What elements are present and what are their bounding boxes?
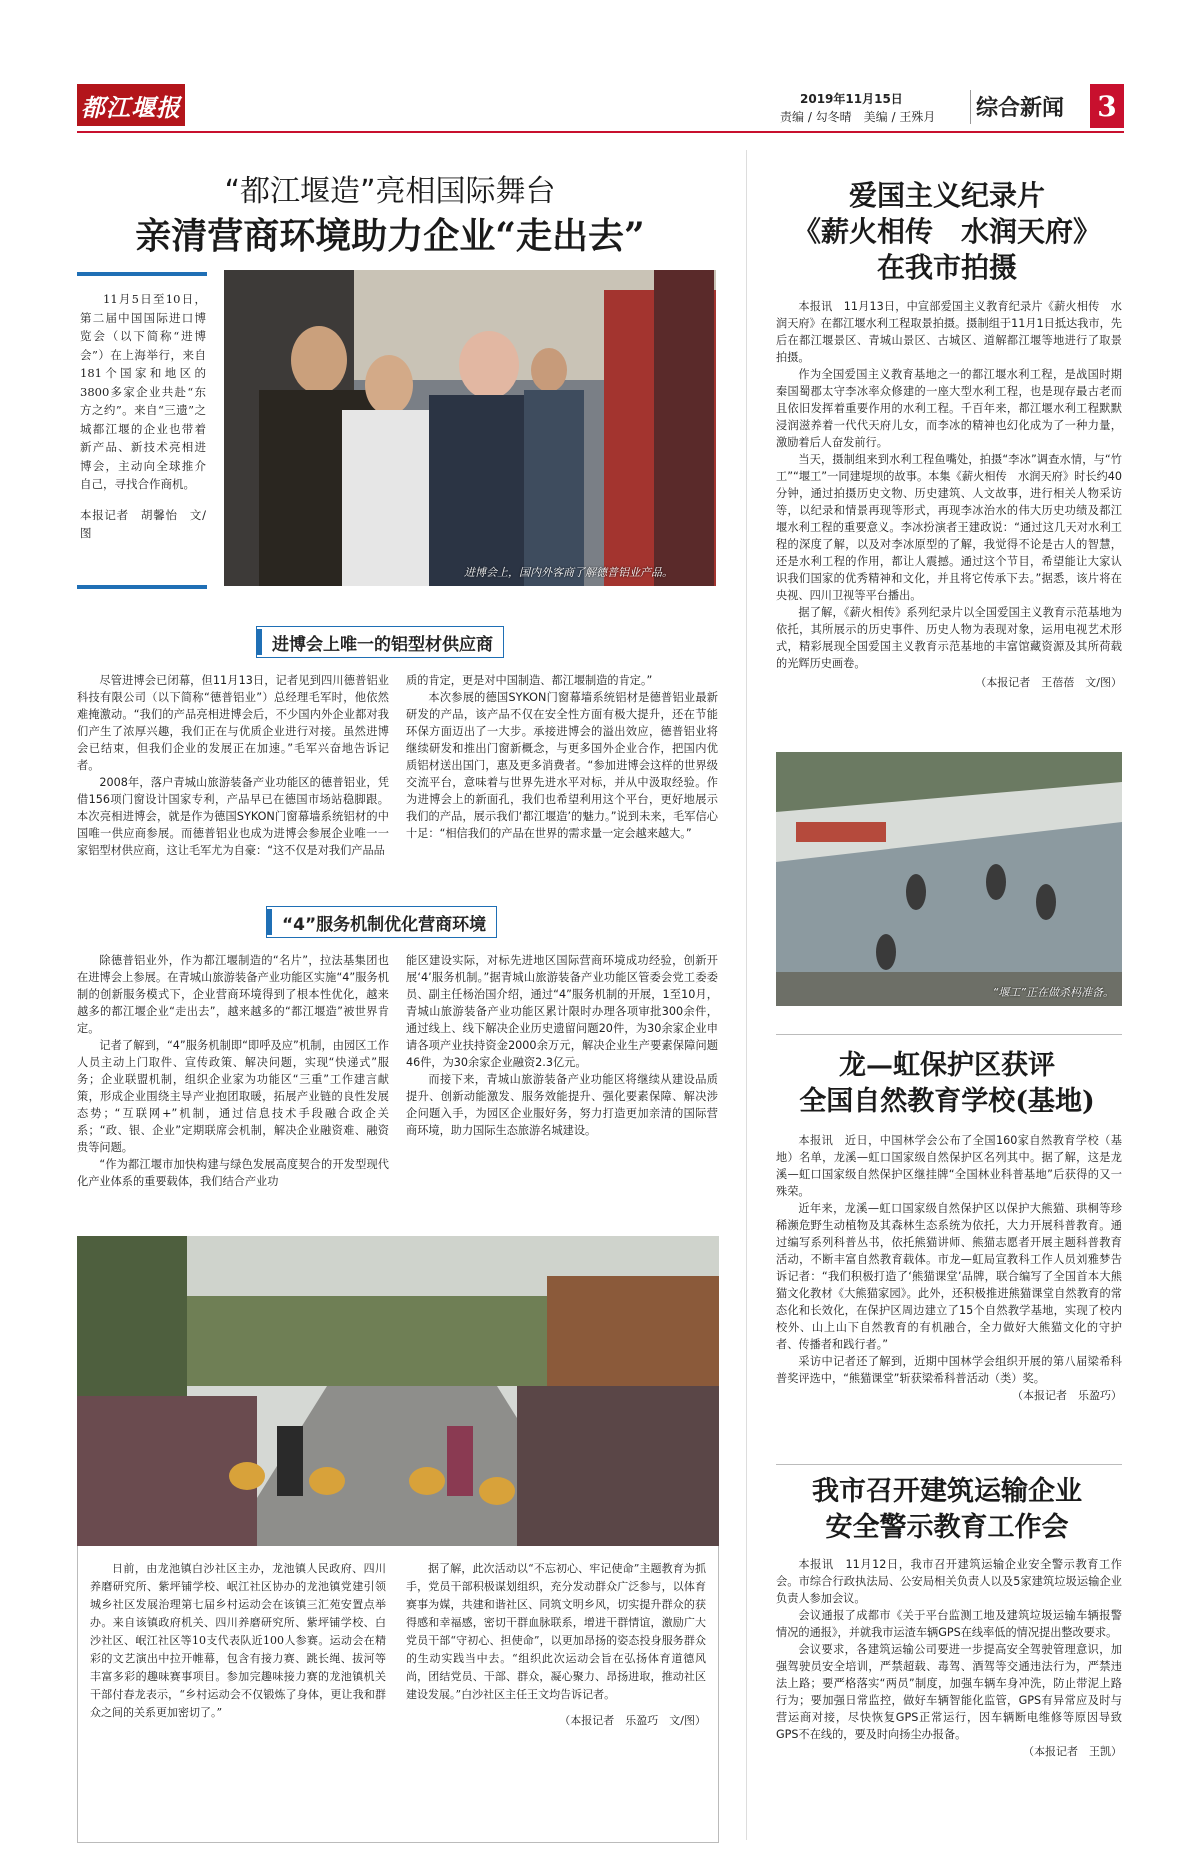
intro-text: 11月5日至10日，第二届中国国际进口博览会（以下简称“进博会”）在上海举行，来自181个国家和地区的3800多家企业共赴“东方之约”。来自“三遗”之城都江堰的企业也带着新产品、新技术亮相进博会，主动向全球推介自己，寻找合作商机。 [80,292,206,491]
a2-p2: 近年来，龙溪—虹口国家级自然保护区以保护大熊猫、珙桐等珍稀濒危野生动植物及其森林生态系统为依托，大力开展科普教育。通过编写系列科普丛书，依托熊猫讲师、熊猫志愿者开展主题科普教育活动，不断丰富自然教育载体。市龙—虹局宣教科工作人员刘雅梦告诉记者：“我们积极打造了‘熊猫课堂’品牌，联合编写了全国首本大熊猫文化教材《大熊猫家园》。此外，还积极推进熊猫课堂自然教育的常态化和长效化，在保护区周边建立了15个自然教学基地，实现了校内校外、山上山下自然教育的有机融合，全力做好大熊猫文化的守护者、传播者和践行者。” [776,1202,1122,1351]
subhead-1 [256,626,504,658]
expo-photo [224,270,716,586]
a1-body [776,298,1122,690]
a3-byline: （本报记者 王凯） [1023,1745,1122,1758]
sports-byline: （本报记者 乐盈巧 文/图） [559,1714,706,1727]
a3-headline-l1: 我市召开建筑运输企业 [812,1476,1082,1507]
sports-box-border [77,1546,719,1843]
a3-headline-l2: 安全警示教育工作会 [825,1512,1069,1543]
a1-p1: 本报讯 11月13日，中宣部爱国主义教育纪录片《薪火相传 水润天府》在都江堰水利工程取景拍摄。摄制组于11月1日抵达我市，先后在都江堰景区、青城山景区、古城区、道解都江堰等地进行了取景拍摄。 [776,300,1122,364]
section-name: 综合新闻 [976,96,1065,121]
a1-byline: （本报记者 王蓓蓓 文/图） [975,676,1122,689]
masthead-logo [77,84,185,126]
sub1-col2 [406,672,718,842]
sports-photo-art [77,1236,719,1546]
sub2-col1-p3: “作为都江堰市加快构建与绿色发展高度契合的开发型现代化产业体系的重要载体，我们结合产业功 [77,1158,389,1188]
intro-bottom-rule [77,585,207,589]
sub2-col1-p1: 除德普铝业外，作为都江堰制造的“名片”，拉法基集团也在进博会上参展。在青城山旅游装备产业功能区实施“4”服务机制的创新服务模式下，企业营商环境得到了根本性优化，越来越多的都江堰企业“走出去”，越来越多的“都江堰造”被世界肯定。 [77,954,389,1035]
a3-top-rule [776,1464,1122,1465]
a2-headline [764,1048,1130,1120]
a1-headline-l3: 在我市拍摄 [876,251,1017,284]
subhead-1-bar [257,629,262,655]
main-headline: 亲清营商环境助力企业“走出去” [135,215,645,257]
a1-headline [764,178,1130,286]
sub2-col1-p2: 记者了解到，“4”服务机制即“即呼及应”机制，由园区工作人员主动上门取件、宣传政策、解决问题，实现“快递式”服务；企业联盟机制，组织企业家为功能区“三重”工作建言献策，形成企业围绕主导产业抱团取暖，拓展产业链的良性发展态势；“互联网+”机制，通过信息技术手段融合政企关系；“政、银、企业”定期联席会机制，解决企业融资难、融资贵等问题。 [77,1039,389,1154]
sub2-col2-p2: 而接下来，青城山旅游装备产业功能区将继续从建设品质提升、创新动能激发、服务效能提升、强化要素保障、解决涉企问题入手，为园区企业服好务，努力打造更加亲清的国际营商环境，助力国际生态旅游名城建设。 [406,1073,718,1137]
expo-photo-art [224,270,716,586]
sports-col2-text: 据了解，此次活动以“不忘初心、牢记使命”主题教育为抓手，党员干部积极谋划组织，充分发动群众广泛参与，以体育赛事为媒，共建和谐社区、同筑文明乡风，切实提升群众的获得感和幸福感，密切干群血脉联系，增进干群情谊，激励广大党员干部“守初心、担使命”，以更加昂扬的姿态投身服务群众的生动实践当中去。“组织此次运动会旨在弘扬体育道德风尚，团结党员、干部、群众，凝心聚力、昂扬进取，推动社区建设发展。”白沙社区主任王文均告诉记者。 [406,1562,706,1701]
a2-headline-l2: 全国自然教育学校(基地) [799,1086,1095,1117]
column-divider [746,150,747,1840]
river-photo [776,752,1122,1006]
page-number-box [1090,84,1124,128]
a3-p2: 会议通报了成都市《关于平台监测工地及建筑垃圾运输车辆报警情况的通报》，并就我市运渣车辆GPS在线率低的情况提出整改要求。 [776,1609,1122,1639]
sub1-col1-p2: 2008年，落户青城山旅游装备产业功能区的德普铝业，凭借156项门窗设计国家专利，产品早已在德国市场站稳脚跟。本次亮相进博会，就是作为德国SYKON门窗幕墙系统铝材的中国唯一供应商参展。而德普铝业也成为进博会参展企业唯一一家铝型材供应商，这让毛军尤为自豪：“这不仅是对我们产品品 [77,776,389,857]
page-number: 3 [1097,89,1117,123]
a1-p4: 据了解，《薪火相传》系列纪录片以全国爱国主义教育示范基地为依托，其所展示的历史事件、历史人物为表现对象，运用电视艺术形式，精彩展现全国爱国主义教育示范基地的丰富馆藏资源及其所荷载的光辉历史画卷。 [776,606,1122,670]
masthead-rule [77,131,1124,133]
a1-headline-l2: 《薪火相传 水润天府》 [792,215,1101,248]
intro-box [80,290,206,542]
sub1-col2-p2: 本次参展的德国SYKON门窗幕墙系统铝材是德普铝业最新研发的产品，该产品不仅在安全性方面有极大提升，还在节能环保方面迈出了一大步。承接进博会的溢出效应，德普铝业将继续研发和推出门窗新概念，与更多国外企业合作，把国内优质铝材送出国门，惠及更多消费者。“参加进博会这样的世界级交流平台，意味着与世界先进水平对标，并从中汲取经验。作为进博会上的新面孔，我们也希望利用这个平台，更好地展示我们的产品，展示我们‘都江堰造’的魅力。”说到未来，毛军信心十足：“相信我们的产品在世界的需求量一定会越来越大。” [406,691,718,840]
a2-body [776,1132,1122,1403]
a3-p1: 本报讯 11月12日，我市召开建筑运输企业安全警示教育工作会。市综合行政执法局、公安局相关负责人以及5家建筑垃圾运输企业负责人参加会议。 [776,1558,1122,1605]
a3-body [776,1556,1122,1759]
sub1-col2-p1: 质的肯定，更是对中国制造、都江堰制造的肯定。” [406,674,653,687]
expo-photo-caption: 进博会上，国内外客商了解德普铝业产品。 [464,566,673,579]
a2-p3: 采访中记者还了解到，近期中国林学会组织开展的第八届梁希科普奖评选中，“熊猫课堂”斩获梁希科普活动（类）奖。 [776,1355,1122,1385]
river-photo-caption: “堰工”正在做杀杩准备。 [992,986,1114,999]
main-kicker: “都江堰造”亮相国际舞台 [224,174,556,209]
a2-headline-l1: 龙—虹保护区获评 [839,1050,1055,1081]
masthead-date: 2019年11月15日 [800,92,903,106]
intro-byline: 本报记者 胡馨怡 文/图 [80,507,206,540]
a3-headline [764,1474,1130,1546]
sub1-col1 [77,672,389,859]
sub2-col2-p1: 能区建设实际，对标先进地区国际营商环境成功经验，创新开展‘4’服务机制。”据青城山旅游装备产业功能区管委会党工委委员、副主任杨治国介绍，通过“4”服务机制的开展，1至10月，青城山旅游装备产业功能区累计限时办理各项审批300余件，通过线上、线下解决企业历史遗留问题20件，为30余家企业申请各项产业扶持资金2000余万元，解决企业生产要素保障问题46件，为30余家企业融资2.3亿元。 [406,954,718,1069]
sub2-col2 [406,952,718,1139]
subhead-1-text: 进博会上唯一的铝型材供应商 [272,634,493,655]
a1-p2: 作为全国爱国主义教育基地之一的都江堰水利工程，是战国时期秦国蜀郡太守李冰率众修建的一座大型水利工程，也是现存最古老而且依旧发挥着重要作用的水利工程。千百年来，都江堰水利工程默默浸润滋养着一代代天府儿女，而李冰的精神也幻化成为了一种力量，激励着后人奋发前行。 [776,368,1122,449]
intro-top-rule [77,272,207,276]
subhead-2 [266,906,497,938]
sports-photo [77,1236,719,1546]
river-photo-art [776,752,1122,1006]
a2-byline: （本报记者 乐盈巧） [1012,1389,1122,1402]
a1-p3: 当天，摄制组来到水利工程鱼嘴处，拍摄“李冰”调查水情，与“竹工”“堰工”一同建堤坝的故事。本集《薪火相传 水润天府》时长约40分钟，通过拍摄历史文物、历史建筑、人文故事，进行相关人物采访等，以纪录和情景再现等形式，再现李冰治水的伟大历史功绩及都江堰水利工程的重要意义。李冰扮演者王建政说：“通过这几天对水利工程的深度了解，以及对李冰原型的了解，我觉得不论是古人的智慧，还是水利工程的作用，都让人震撼。通过这个节目，希望能让大家认识我们国家的优秀精神和文化，并且将它传承下去。”据悉，该片将在央视、四川卫视等平台播出。 [776,453,1122,602]
sub2-col1 [77,952,389,1190]
masthead-editors: 责编 / 勾冬晴 美编 / 王殊月 [780,110,936,124]
sports-col1-text: 日前，由龙池镇白沙社区主办，龙池镇人民政府、四川养磨研究所、紫坪铺学校、岷江社区协办的龙池镇党建引领城乡社区发展治理第七届乡村运动会在该镇三汇苑安置点举办。来自该镇政府机关、四川养磨研究所、紫坪铺学校、白沙社区、岷江社区等10支代表队近100人参赛。运动会在精彩的文艺演出中拉开帷幕，包含有接力赛、跳长绳、拔河等丰富多彩的趣味赛事项目。参加完趣味接力赛的龙池镇机关干部付春龙表示，“乡村运动会不仅锻炼了身体，更让我和群众之间的关系更加密切了。” [90,1562,386,1719]
logo-text: 都江堰报 [81,92,181,122]
a2-p1: 本报讯 近日，中国林学会公布了全国160家自然教育学校（基地）名单，龙溪—虹口国家级自然保护区名列其中。据了解，这是龙溪—虹口国家级自然保护区继挂牌“全国林业科普基地”后获得的又一殊荣。 [776,1134,1122,1198]
a1-headline-l1: 爱国主义纪录片 [848,179,1045,212]
a3-p3: 会议要求，各建筑运输公司要进一步提高安全驾驶管理意识，加强驾驶员安全培训，严禁超载、毒驾、酒驾等交通违法行为，严禁违法上路；要严格落实“两员”制度，加强车辆车身冲洗，防止带泥上路行为；要加强日常监控，做好车辆智能化监管，GPS有异常应及时与营运商对接，尽快恢复GPS正常运行，因车辆断电维修等原因导致GPS不在线的，要及时向扬尘办报备。 [776,1643,1122,1741]
subhead-2-text: “4”服务机制优化营商环境 [282,914,487,935]
a2-top-rule [776,1034,1122,1035]
sub1-col1-p1: 尽管进博会已闭幕，但11月13日，记者见到四川德普铝业科技有限公司（以下简称“德普铝业”）总经理毛军时，他依然难掩激动。“我们的产品亮相进博会后，不少国内外企业都对我们产生了浓厚兴趣，我们正在与优质企业进行对接。虽然进博会已结束，但我们企业的发展正在加速。”毛军兴奋地告诉记者。 [77,674,389,772]
masthead-divider [970,90,971,124]
subhead-2-bar [267,909,272,935]
